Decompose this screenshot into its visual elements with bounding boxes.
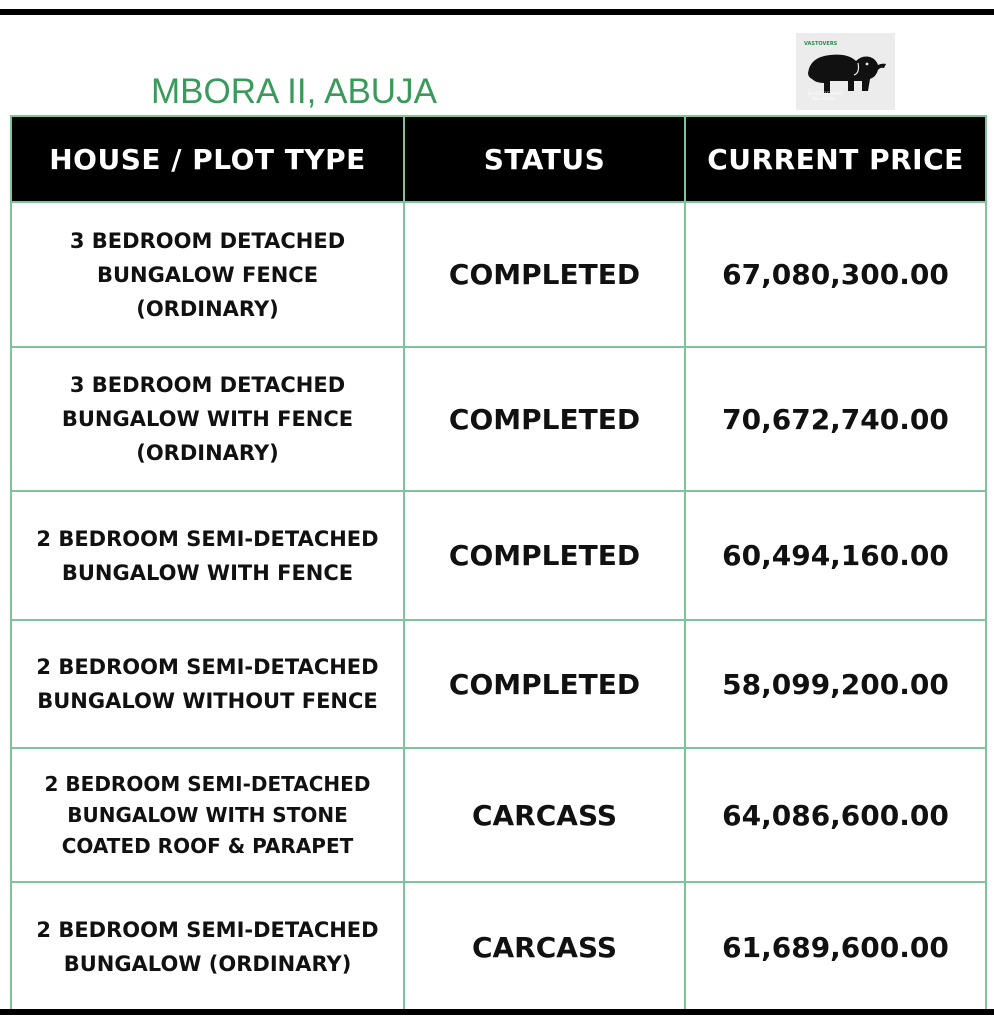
- table-row: [11, 347, 986, 491]
- price-table: [10, 115, 987, 1013]
- house-type-cell: [11, 620, 404, 748]
- house-type-line: BUNGALOW WITH FENCE: [61, 560, 354, 585]
- house-type-cell: [11, 491, 404, 620]
- house-type-line: 3 BEDROOM DETACHED: [69, 373, 346, 397]
- table-row: [11, 748, 986, 882]
- house-type-line: BUNGALOW WITH FENCE: [61, 407, 354, 431]
- table-header-row: [11, 116, 986, 202]
- house-type-line: (ORDINARY): [136, 441, 279, 465]
- status-cell: COMPLETED: [404, 491, 685, 620]
- price-cell: 60,494,160.00: [685, 491, 986, 620]
- price-cell: 64,086,600.00: [685, 748, 986, 882]
- table-row: [11, 882, 986, 1012]
- status-cell: COMPLETED: [404, 202, 685, 347]
- column-header-price: CURRENT PRICE: [685, 116, 986, 202]
- status-cell: COMPLETED: [404, 620, 685, 748]
- house-type-line: 2 BEDROOM SEMI-DETACHED: [36, 918, 379, 942]
- house-type-line: 2 BEDROOM SEMI-DETACHED: [44, 771, 371, 796]
- table-row: [11, 620, 986, 748]
- elephant-logo-icon: [796, 33, 895, 110]
- table-row: [11, 491, 986, 620]
- logo-brand: BLACK ELEPHANT: [808, 91, 844, 96]
- house-type-line: (ORDINARY): [136, 296, 279, 321]
- house-type-line: 2 BEDROOM SEMI-DETACHED: [36, 526, 379, 551]
- logo-tagline: VASTOVERS: [804, 41, 838, 47]
- house-type-line: BUNGALOW WITH STONE: [67, 802, 348, 827]
- status-cell: CARCASS: [404, 748, 685, 882]
- house-type-cell: [11, 882, 404, 1012]
- price-cell: 70,672,740.00: [685, 347, 986, 491]
- house-type-line: COATED ROOF & PARAPET: [61, 833, 354, 858]
- house-type-cell: [11, 202, 404, 347]
- logo-subtitle: Real Estate: [812, 96, 835, 101]
- bottom-rule: [0, 1009, 994, 1015]
- house-type-line: 2 BEDROOM SEMI-DETACHED: [36, 655, 379, 679]
- status-cell: COMPLETED: [404, 347, 685, 491]
- page-title: MBORA II, ABUJA: [151, 72, 437, 111]
- house-type-line: BUNGALOW (ORDINARY): [63, 952, 352, 976]
- column-header-type: HOUSE / PLOT TYPE: [11, 116, 404, 202]
- house-type-cell: [11, 748, 404, 882]
- price-cell: 58,099,200.00: [685, 620, 986, 748]
- price-cell: 61,689,600.00: [685, 882, 986, 1012]
- house-type-line: BUNGALOW WITHOUT FENCE: [37, 689, 378, 713]
- house-type-line: 3 BEDROOM DETACHED: [69, 228, 346, 253]
- top-rule: [0, 9, 994, 15]
- house-type-cell: [11, 347, 404, 491]
- table-row: [11, 202, 986, 347]
- price-cell: 67,080,300.00: [685, 202, 986, 347]
- status-cell: CARCASS: [404, 882, 685, 1012]
- column-header-status: STATUS: [404, 116, 685, 202]
- house-type-line: BUNGALOW FENCE: [96, 262, 319, 287]
- company-logo: [796, 33, 895, 110]
